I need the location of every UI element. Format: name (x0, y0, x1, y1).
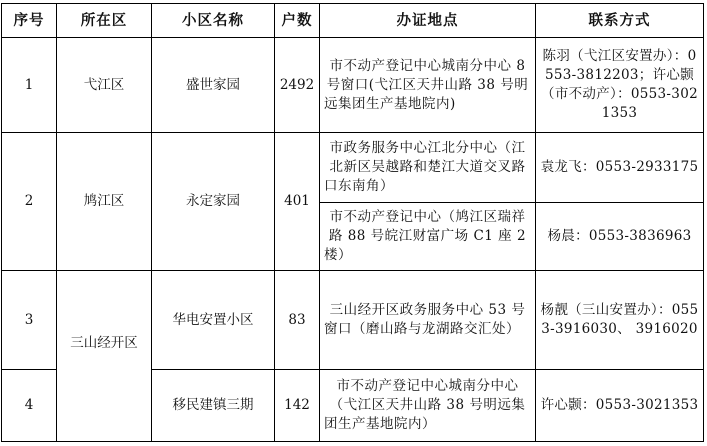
row-district: 鸠江区 (57, 133, 152, 271)
row-location: 三山经开区政务服务中心 53 号窗口（磨山路与龙湖路交汇处） (320, 271, 536, 370)
row-contact: 许心颢：0553-3021353 (536, 370, 704, 442)
housing-certificate-table (1, 3, 704, 442)
header-contact: 联系方式 (536, 4, 704, 38)
header-district: 所在区 (57, 4, 152, 38)
row-contact: 杨靓（三山安置办）：0553-3916030、 3916020 (536, 271, 704, 370)
row-location-2: 市不动产登记中心（鸠江区瑞祥路 88 号皖江财富广场 C1 座 2 楼） (320, 203, 536, 271)
row-community: 盛世家园 (152, 38, 275, 133)
row-district: 三山经开区 (57, 271, 152, 442)
row-location: 市不动产登记中心城南分中心 8 号窗口(弋江区天井山路 38 号明远集团生产基地院内) (320, 38, 536, 133)
row-location: 市不动产登记中心城南分中心（弋江区天井山路 38 号明远集团生产基地院内） (320, 370, 536, 442)
table-header-row (2, 4, 704, 38)
header-community: 小区名称 (152, 4, 275, 38)
row-district: 弋江区 (57, 38, 152, 133)
row-no: 1 (2, 38, 57, 133)
table-row (2, 133, 704, 203)
row-community: 移民建镇三期 (152, 370, 275, 442)
row-community: 永定家园 (152, 133, 275, 271)
row-contact: 袁龙飞：0553-2933175 (536, 133, 704, 203)
row-contact-2: 杨晨：0553-3836963 (536, 203, 704, 271)
row-no: 2 (2, 133, 57, 271)
header-no: 序号 (2, 4, 57, 38)
row-no: 4 (2, 370, 57, 442)
header-location: 办证地点 (320, 4, 536, 38)
table-row (2, 271, 704, 370)
row-households: 83 (275, 271, 320, 370)
row-households: 2492 (275, 38, 320, 133)
row-no: 3 (2, 271, 57, 370)
row-households: 142 (275, 370, 320, 442)
row-contact: 陈羽（弋江区安置办）：0553-3812203；许心颢（市不动产）：0553-3021353 (536, 38, 704, 133)
header-households: 户数 (275, 4, 320, 38)
table-row (2, 38, 704, 133)
row-location: 市政务服务中心江北分中心（江北新区吴越路和楚江大道交叉路口东南角） (320, 133, 536, 203)
row-households: 401 (275, 133, 320, 271)
row-community: 华电安置小区 (152, 271, 275, 370)
